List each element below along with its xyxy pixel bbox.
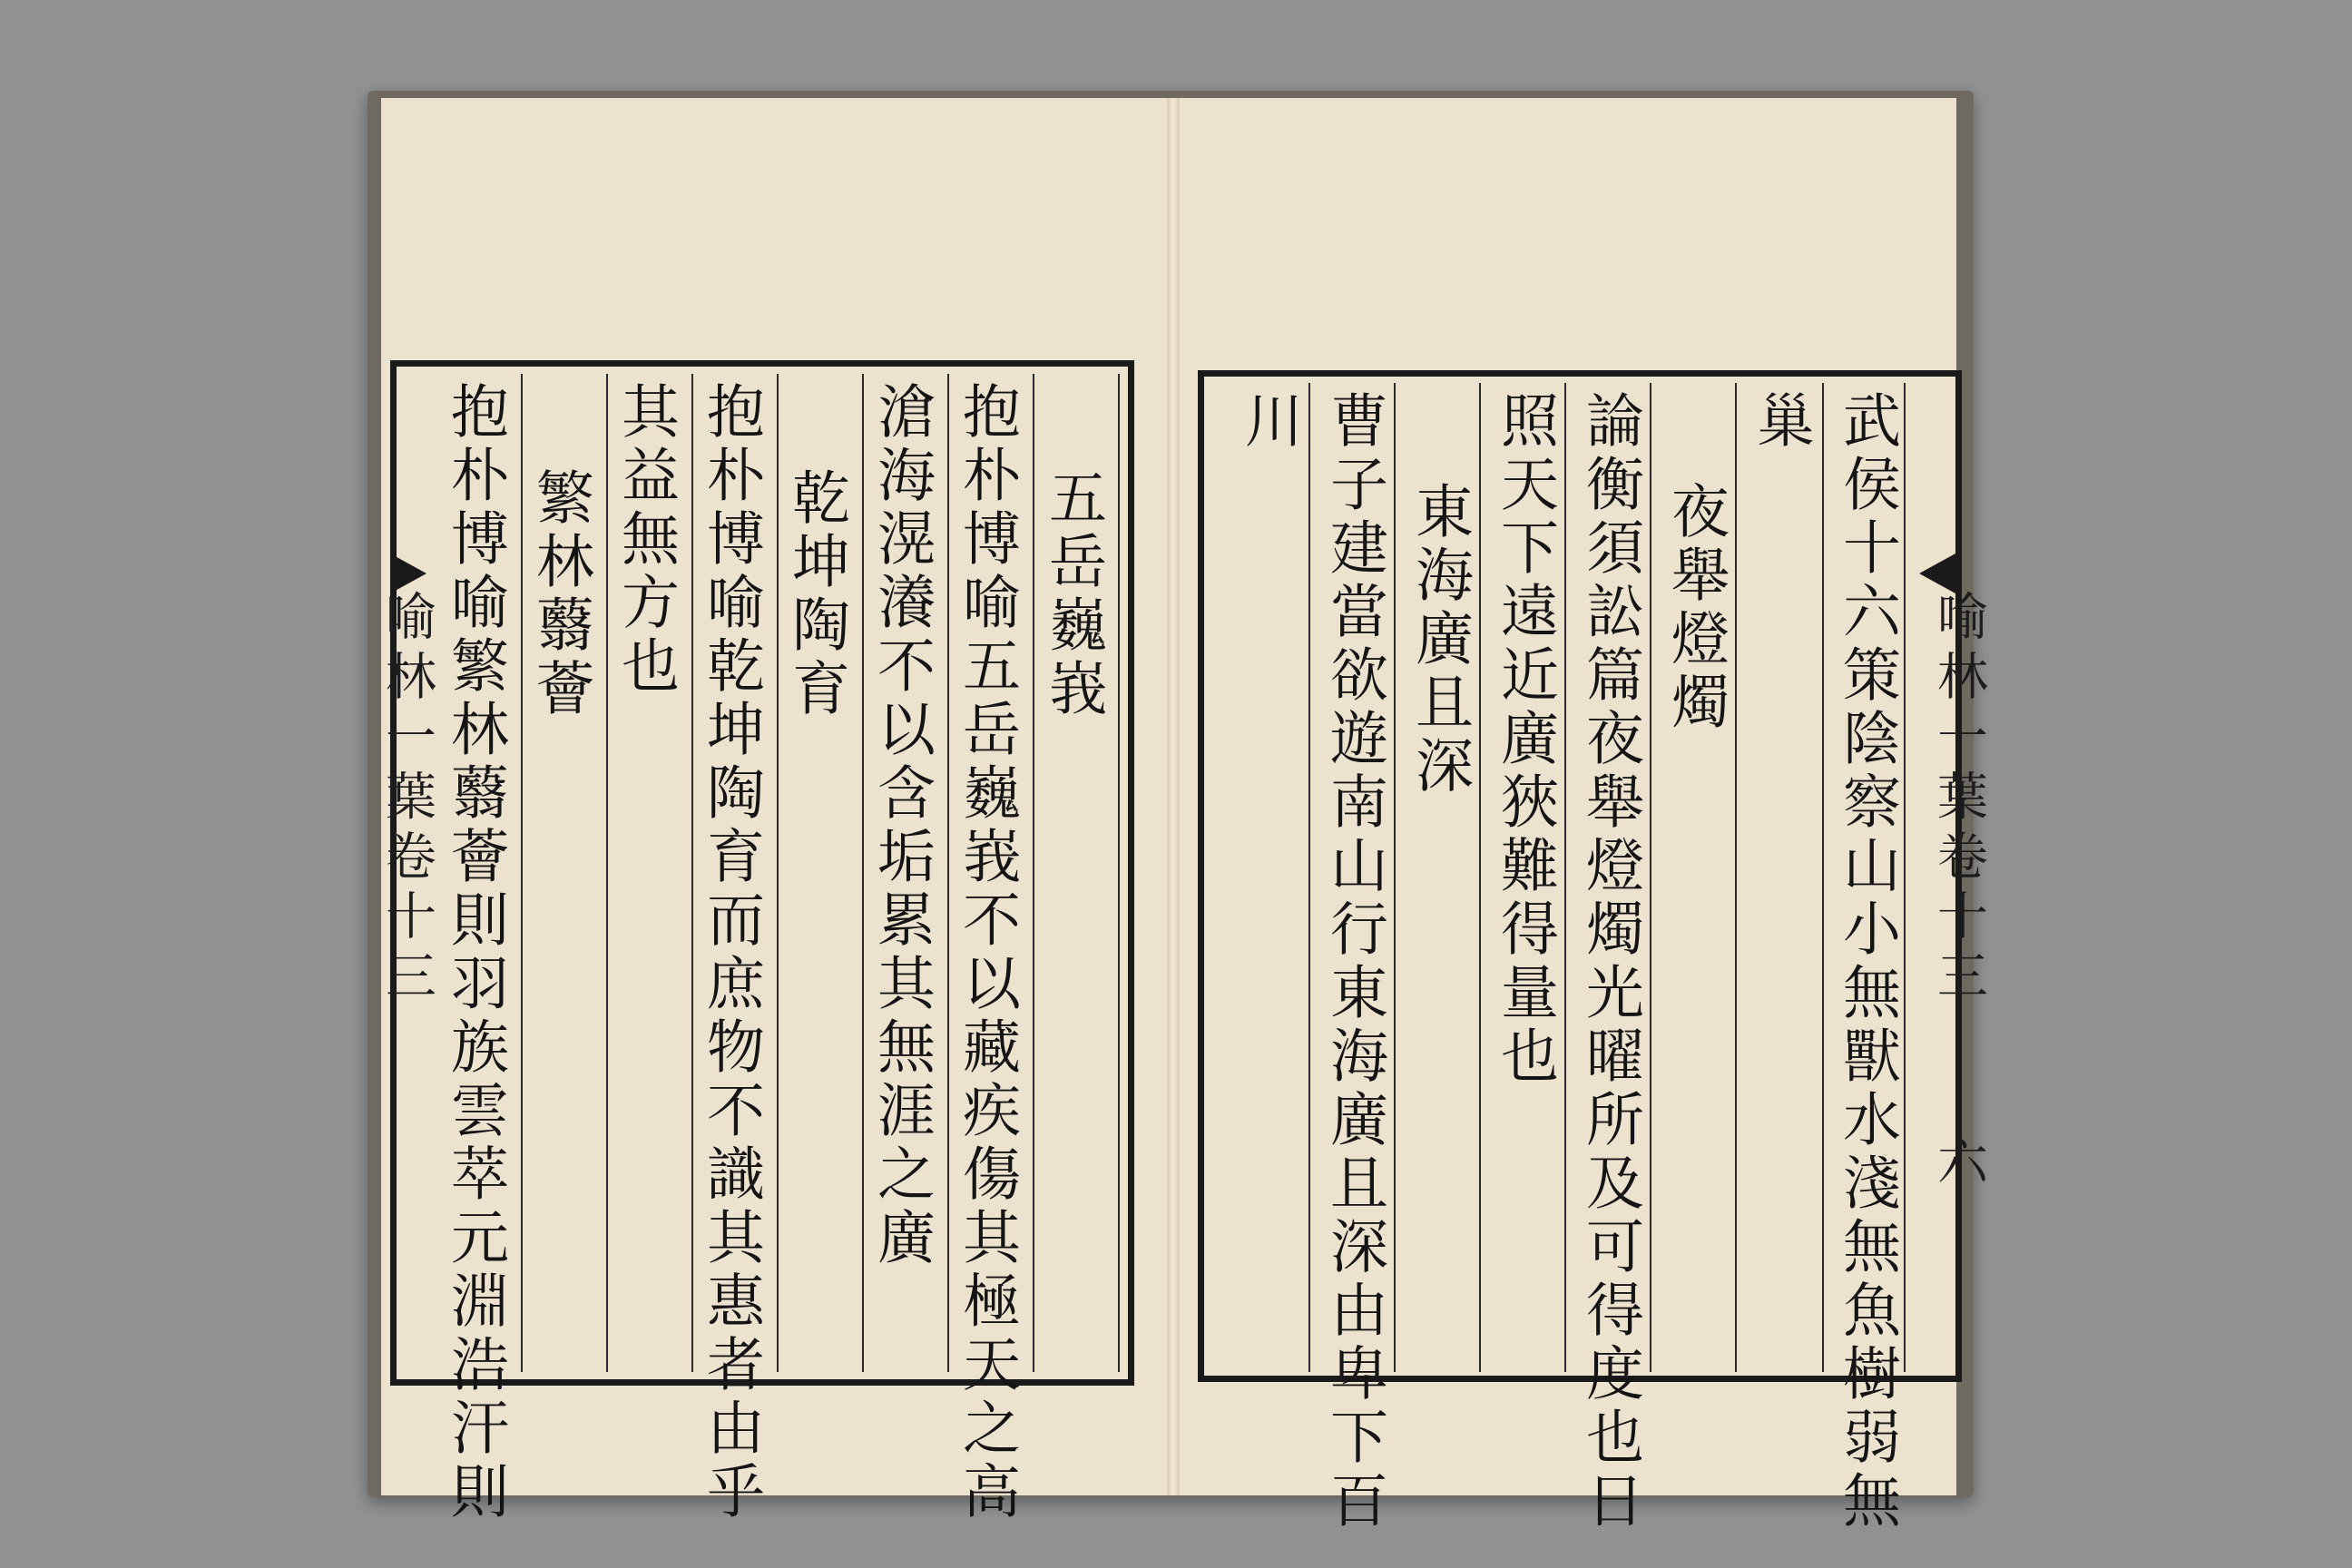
column-rule xyxy=(1650,383,1651,1372)
text-column: 照天下遠近廣狹難得量也 xyxy=(1491,390,1558,1089)
text-column: 乾坤陶育 xyxy=(782,467,849,721)
page-number: 六 xyxy=(1929,1134,1988,1194)
column-rule xyxy=(1735,383,1737,1372)
column-rule xyxy=(1118,374,1120,1372)
text-column: 抱朴博喻乾坤陶育而庶物不識其惠者由乎 xyxy=(697,381,764,1524)
book-gutter xyxy=(1167,98,1180,1495)
text-column: 夜舉燈燭 xyxy=(1661,481,1729,735)
column-rule xyxy=(1479,383,1481,1372)
column-rule xyxy=(777,374,779,1372)
column-rule xyxy=(947,374,949,1372)
text-column: 論衡須訟篇夜舉燈燭光曜所及可得度也日 xyxy=(1576,390,1643,1534)
column-rule xyxy=(521,374,523,1372)
column-rule xyxy=(1904,383,1906,1372)
text-column: 東海廣且深 xyxy=(1406,481,1473,799)
text-column: 繁林蘙薈 xyxy=(526,467,593,721)
text-column: 其益無方也 xyxy=(612,381,679,699)
column-rule xyxy=(606,374,608,1372)
column-rule xyxy=(1394,383,1396,1372)
column-rule xyxy=(1308,383,1310,1372)
column-rule xyxy=(1822,383,1824,1372)
column-rule xyxy=(1033,374,1034,1372)
text-column: 巢 xyxy=(1747,390,1814,454)
text-column: 川 xyxy=(1235,390,1302,454)
fish-tail-mark xyxy=(1919,554,1955,593)
fish-tail-mark xyxy=(390,554,426,593)
column-rule xyxy=(1564,383,1566,1372)
column-rule xyxy=(862,374,864,1372)
text-column: 抱朴博喻五岳巍峩不以藏疾傷其極天之高 xyxy=(953,381,1020,1524)
left-margin-title: 喻林一葉卷十三 xyxy=(377,590,436,1009)
column-rule xyxy=(691,374,693,1372)
text-column: 武侯十六策陰察山小無獸水淺無魚樹弱無 xyxy=(1833,390,1900,1534)
text-column: 抱朴博喻繁林蘙薈則羽族雲萃元淵浩汗則 xyxy=(441,381,508,1524)
text-column: 曹子建當欲遊南山行東海廣且深由卑下百 xyxy=(1320,390,1387,1534)
text-column: 五岳巍峩 xyxy=(1039,467,1106,721)
right-margin-title: 喻林一葉卷十三 xyxy=(1929,590,1988,1009)
text-column: 滄海滉瀁不以含垢累其無涯之廣 xyxy=(867,381,935,1270)
